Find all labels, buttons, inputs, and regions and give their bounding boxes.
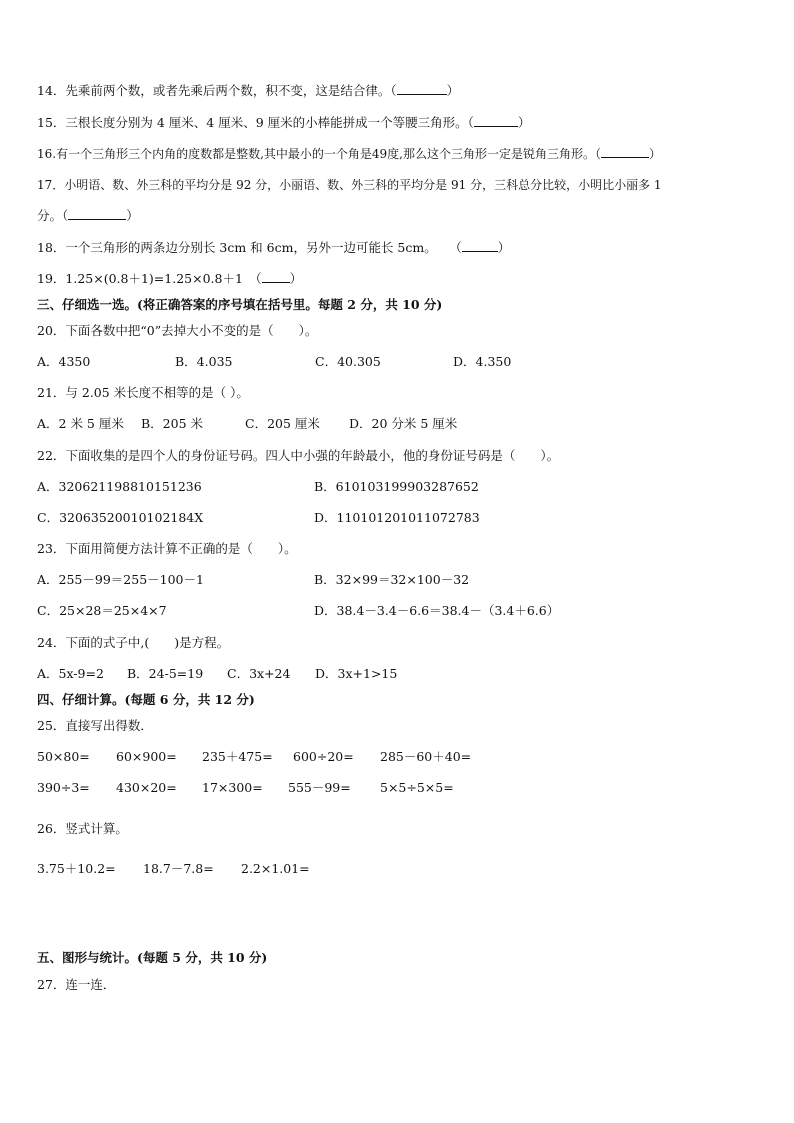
answer-blank[interactable]	[397, 83, 447, 95]
option-b[interactable]: B．24-5=19	[127, 666, 204, 681]
option-c[interactable]: C．40.305	[315, 354, 381, 369]
question-25-stem: 25．直接写出得数．	[37, 718, 153, 733]
answer-blank[interactable]	[462, 240, 498, 252]
calc-item: 50×80=	[37, 749, 90, 764]
option-c[interactable]: C．3x+24	[227, 666, 291, 681]
calc-item: 2.2×1.01=	[241, 861, 310, 876]
calc-item: 60×900=	[116, 749, 177, 764]
calc-item: 18.7－7.8=	[143, 861, 214, 876]
calc-item: 235＋475=	[202, 749, 273, 764]
option-d[interactable]: D．38.4－3.4－6.6＝38.4－（3.4＋6.6）	[314, 603, 560, 618]
answer-blank[interactable]	[601, 146, 649, 158]
answer-blank[interactable]	[68, 208, 126, 220]
question-26-stem: 26．竖式计算。	[37, 821, 128, 836]
question-17-line1: 17．小明语、数、外三科的平均分是 92 分，小丽语、数、外三科的平均分是 91 分，三科总分比较，小明比小丽多 1	[37, 178, 662, 192]
option-d[interactable]: D．3x+1>15	[315, 666, 398, 681]
answer-blank[interactable]	[262, 271, 290, 283]
question-17-line2: 分。（ ）	[37, 208, 139, 223]
calc-item: 555－99=	[288, 780, 351, 795]
option-a[interactable]: A．2 米 5 厘米	[37, 416, 124, 431]
question-16: 16.有一个三角形三个内角的度数都是整数,其中最小的一个角是49度,那么这个三角形一定是锐角三角形。（ ）	[37, 147, 662, 161]
option-a[interactable]: A．255－99＝255－100－1	[37, 572, 204, 587]
option-b[interactable]: B．32×99＝32×100－32	[314, 572, 470, 587]
question-14: 14．先乘前两个数，或者先乘后两个数，积不变，这是结合律。（ ）	[37, 83, 460, 98]
section-5-heading: 五、图形与统计。(每题 5 分，共 10 分)	[37, 950, 268, 965]
question-19: 19．1.25×(0.8＋1)=1.25×0.8＋1 （ ）	[37, 271, 303, 286]
section-4-heading: 四、仔细计算。(每题 6 分，共 12 分)	[37, 692, 255, 707]
option-c[interactable]: C．25×28＝25×4×7	[37, 603, 167, 618]
option-b[interactable]: B．205 米	[141, 416, 204, 431]
option-a[interactable]: A．5x-9=2	[37, 666, 104, 681]
question-24-stem: 24．下面的式子中,( )是方程。	[37, 635, 230, 650]
option-a[interactable]: A．320621198810151236	[37, 479, 202, 494]
calc-item: 5×5÷5×5=	[380, 780, 454, 795]
calc-item: 285－60＋40=	[380, 749, 472, 764]
option-d[interactable]: D．110101201011072783	[314, 510, 480, 525]
calc-item: 430×20=	[116, 780, 177, 795]
question-15: 15．三根长度分别为 4 厘米、4 厘米、9 厘米的小棒能拼成一个等腰三角形。（ ）	[37, 115, 531, 130]
answer-blank[interactable]	[474, 115, 518, 127]
option-b[interactable]: B．4.035	[175, 354, 233, 369]
calc-item: 390÷3=	[37, 780, 90, 795]
question-23-stem: 23．下面用简便方法计算不正确的是（ ）。	[37, 541, 297, 556]
option-c[interactable]: C．205 厘米	[245, 416, 320, 431]
question-18: 18．一个三角形的两条边分别长 3cm 和 6cm，另外一边可能长 5cm。 （ ）	[37, 240, 511, 255]
question-22-stem: 22．下面收集的是四个人的身份证号码。四人中小强的年龄最小，他的身份证号码是（ ）。	[37, 448, 560, 463]
section-3-heading: 三、仔细选一选。(将正确答案的序号填在括号里。每题 2 分，共 10 分)	[37, 297, 443, 312]
option-a[interactable]: A．4350	[37, 354, 91, 369]
question-27-stem: 27．连一连．	[37, 977, 116, 992]
question-21-stem: 21．与 2.05 米长度不相等的是（ ）。	[37, 385, 249, 400]
calc-item: 3.75＋10.2=	[37, 861, 116, 876]
option-d[interactable]: D．20 分米 5 厘米	[349, 416, 458, 431]
calc-item: 600÷20=	[293, 749, 354, 764]
option-d[interactable]: D．4.350	[453, 354, 512, 369]
option-b[interactable]: B．610103199903287652	[314, 479, 479, 494]
option-c[interactable]: C．32063520010102184X	[37, 510, 204, 525]
question-20-stem: 20．下面各数中把“0”去掉大小不变的是（ ）。	[37, 323, 318, 338]
calc-item: 17×300=	[202, 780, 263, 795]
